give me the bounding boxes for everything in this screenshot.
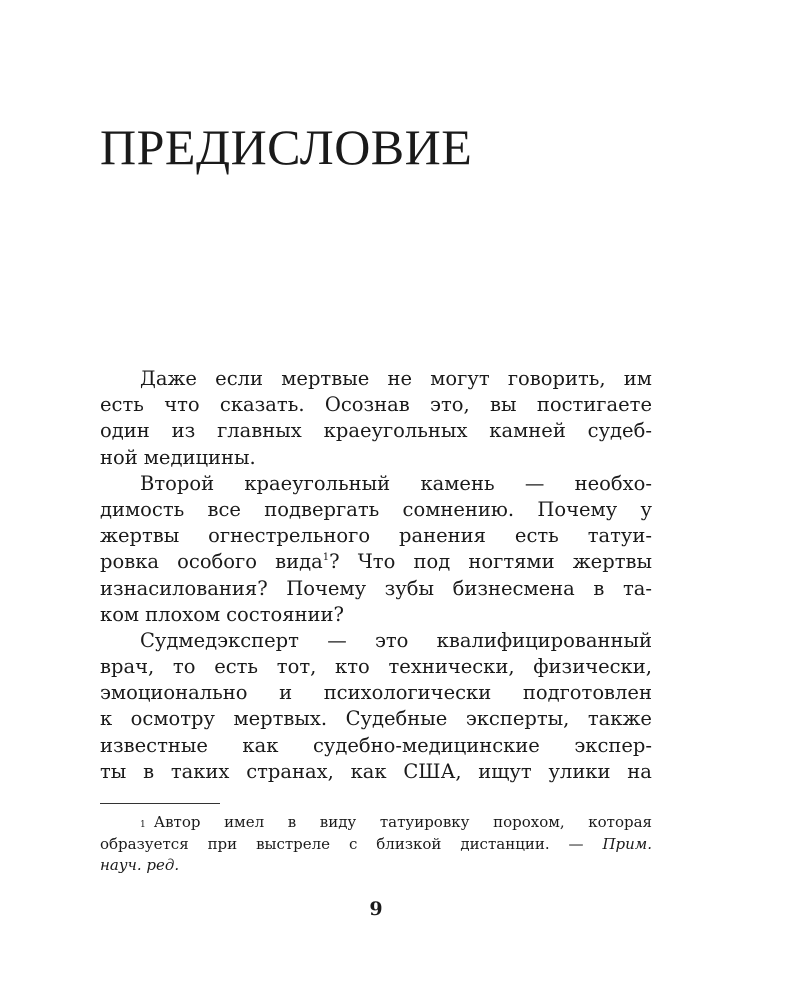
text-line: эмоционально и психологически подготовлен <box>100 681 652 705</box>
text-line: к осмотру мертвых. Судебные эксперты, также <box>100 707 652 731</box>
footnote-line: науч. ред. <box>100 856 180 874</box>
chapter-title: ПРЕДИСЛОВИЕ <box>100 119 473 175</box>
footnote-divider <box>100 803 220 804</box>
footnote-line: образуется при выстреле с близкой дистанции. — Прим. <box>100 834 652 853</box>
page-number: 9 <box>369 898 383 920</box>
text-line: димость все подвергать сомнению. Почему у <box>100 497 652 521</box>
text-line: есть что сказать. Осознав это, вы постигаете <box>100 393 652 417</box>
text-line: Второй краеугольный камень — необхо- <box>140 471 652 495</box>
footnote-reference: 1 <box>322 552 330 564</box>
text-line: ты в таких странах, как США, ищут улики на <box>100 759 652 783</box>
text-line: один из главных краеугольных камней судеб- <box>100 419 652 443</box>
text-line: Судмедэксперт — это квалифицированный <box>140 628 652 652</box>
text-line: изнасилования? Почему зубы бизнесмена в та- <box>100 576 652 600</box>
text-line: Даже если мертвые не могут говорить, им <box>140 367 652 390</box>
body-text <box>100 366 652 785</box>
text-line: ровка особого вида$^1$? Что под ногтями жертвы <box>100 550 652 574</box>
footnote-line: $^1$ Автор имел в виду татуировку порохом, которая <box>140 813 652 831</box>
text-line: известные как судебно-медицинские экспер- <box>100 733 652 757</box>
text-line: ной медицины. <box>100 445 256 469</box>
text-line: жертвы огнестрельного ранения есть татуи- <box>100 524 652 548</box>
text-line: ком плохом состоянии? <box>100 602 344 626</box>
text-line: врач, то есть тот, кто технически, физически, <box>100 655 652 679</box>
footnote-mark: 1 <box>140 820 146 830</box>
footnote <box>100 812 652 877</box>
